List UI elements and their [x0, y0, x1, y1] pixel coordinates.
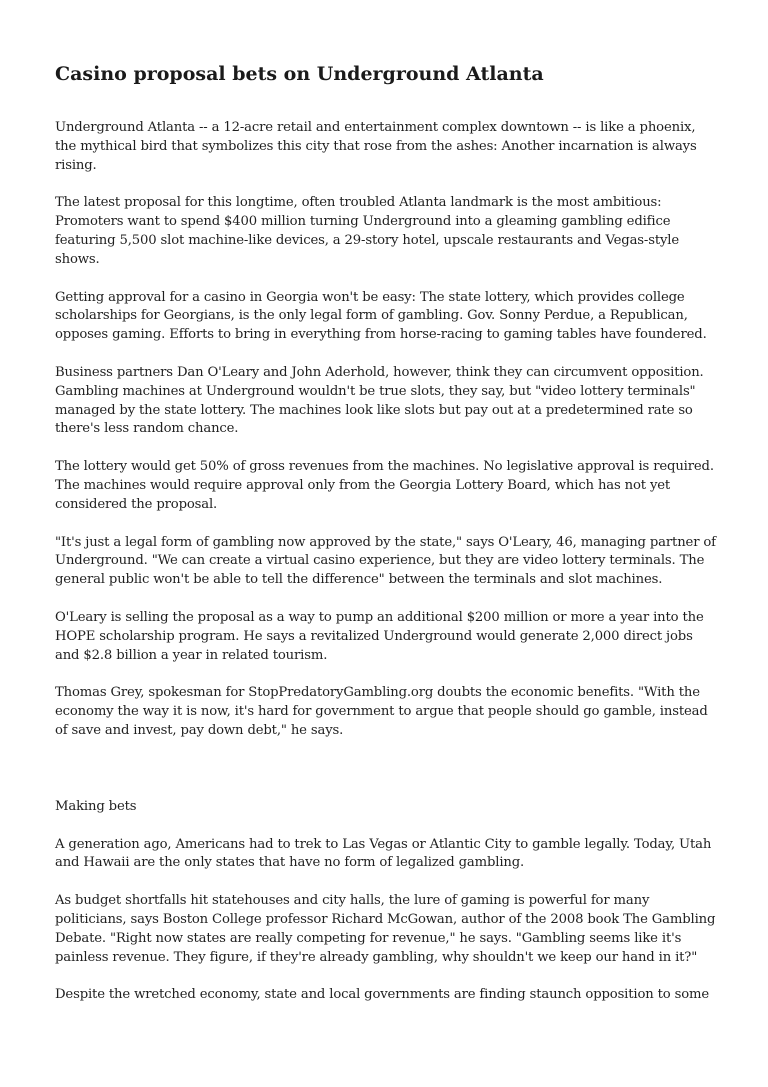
section-gap — [55, 760, 717, 798]
paragraph: The lottery would get 50% of gross revenues from the machines. No legislative approval is required. The machines would require approval only from the Georgia Lottery Board, which has not yet considered the proposal. — [55, 459, 714, 512]
document-page — [55, 58, 717, 1024]
paragraph: Thomas Grey, spokesman for StopPredatoryGambling.org doubts the economic benefits. "With the economy the way it is now, it's hard for government to argue that people should go gamble, instead of save and invest, pay down debt," he says. — [55, 685, 708, 738]
paragraph: The latest proposal for this longtime, often troubled Atlanta landmark is the most ambitious: Promoters want to spend $400 million turning Underground into a gleaming gambling edifice featuring 5,500 slot machine-like devices, a 29-story hotel, upscale restaurants and Vegas-style shows. — [55, 195, 680, 267]
paragraph: Getting approval for a casino in Georgia won't be easy: The state lottery, which provides college scholarships for Georgians, is the only legal form of gambling. Gov. Sonny Perdue, a Republican, opposes gaming. Efforts to bring in everything from horse-racing to gaming tables have foundered. — [55, 289, 707, 343]
paragraph: "It's just a legal form of gambling now approved by the state," says O'Leary, 46, managing partner of Underground. "We can create a virtual casino experience, but they are video lottery terminals. The general public won't be able to tell the difference" between the terminals and slot machines. — [55, 534, 716, 588]
paragraph: As budget shortfalls hit statehouses and city halls, the lure of gaming is powerful for many politicians, says Boston College professor Richard McGowan, author of the 2008 book The Gambling Debate. "Right now states are really competing for revenue," he says. "Gambling seems like it's painless revenue. They figure, if they're already gambling, why shouldn't we keep our hand in it?" — [55, 893, 716, 965]
paragraph: Underground Atlanta -- a 12-acre retail and entertainment complex downtown -- is like a phoenix, the mythical bird that symbolizes this city that rose from the ashes: Another incarnation is always rising. — [55, 120, 697, 173]
paragraph: O'Leary is selling the proposal as a way to pump an additional $200 million or more a year into the HOPE scholarship program. He says a revitalized Underground would generate 2,000 direct jobs and $2.8 billion a year in related tourism. — [55, 609, 704, 663]
article-title: Casino proposal bets on Underground Atlanta — [55, 63, 544, 85]
section-heading: Making bets — [55, 798, 137, 814]
paragraph: A generation ago, Americans had to trek to Las Vegas or Atlantic City to gamble legally. Today, Utah and Hawaii are the only states that have no form of legalized gambling. — [55, 836, 712, 871]
paragraph: Business partners Dan O'Leary and John Aderhold, however, think they can circumvent opposition. Gambling machines at Underground wouldn't be true slots, they say, but "video lottery terminals" managed by the state lottery. The machines look like slots but pay out at a predetermined rate so there's less random chance. — [55, 364, 704, 437]
paragraph: Despite the wretched economy, state and local governments are finding staunch opposition to some — [55, 987, 710, 1003]
